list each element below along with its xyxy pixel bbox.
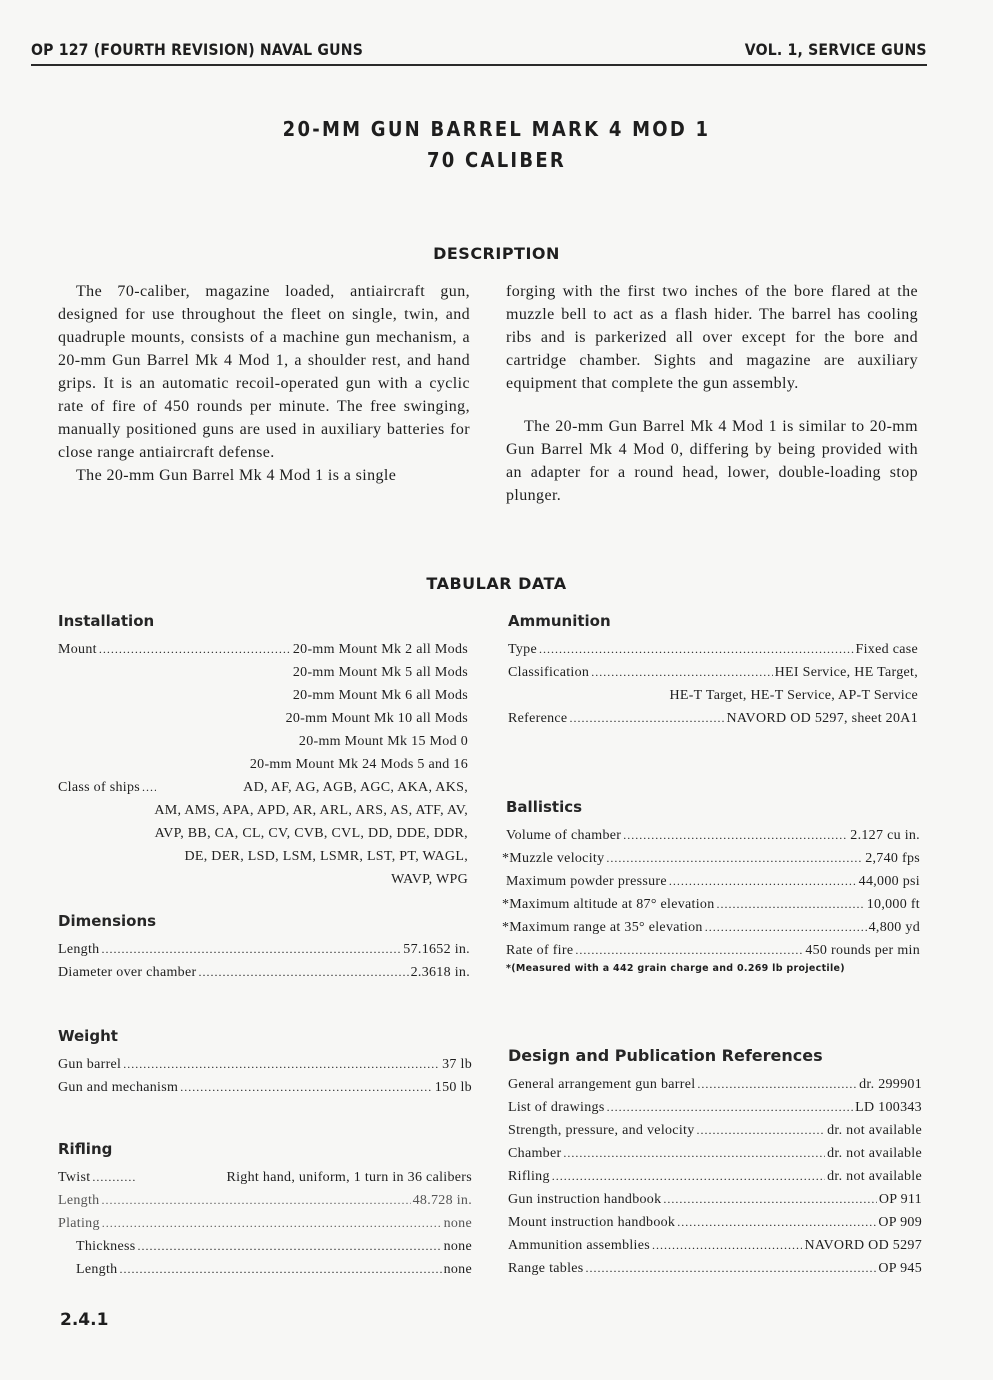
leader-dots bbox=[575, 939, 803, 962]
dimensions-section bbox=[58, 912, 470, 984]
leader-dots bbox=[539, 638, 854, 661]
ballistics-row: *Maximum range at 35° elevation ..... 4,800 yd bbox=[502, 916, 920, 939]
ammunition-row: Type ..... Fixed case bbox=[508, 638, 918, 661]
weight-section bbox=[58, 1027, 472, 1099]
ammunition-row: Classification ..... HEI Service, HE Target, bbox=[508, 661, 918, 684]
ballistics-row: *Muzzle velocity ..... 2,740 fps bbox=[502, 847, 920, 870]
description-heading: DESCRIPTION bbox=[433, 244, 560, 263]
leader-dots bbox=[717, 893, 865, 916]
leader-dots bbox=[669, 870, 857, 893]
rifling-heading: Rifling bbox=[58, 1140, 113, 1158]
reference-row: Strength, pressure, and velocity ..... dr. not available bbox=[508, 1119, 922, 1142]
ballistics-section bbox=[502, 798, 920, 976]
leader-dots bbox=[101, 938, 401, 961]
reference-row: Gun instruction handbook ..... OP 911 bbox=[508, 1188, 922, 1211]
leader-dots bbox=[123, 1053, 440, 1076]
ballistics-row: *Maximum altitude at 87° elevation ..... 10,000 ft bbox=[502, 893, 920, 916]
leader-dots bbox=[102, 1212, 442, 1235]
reference-row: List of drawings ..... LD 100343 bbox=[508, 1096, 922, 1119]
ship-class-line: AVP, BB, CA, CL, CV, CVB, CVL, DD, DDE, DDR, bbox=[154, 826, 468, 841]
ship-class-line: AM, AMS, APA, APD, AR, ARL, ARS, AS, ATF, AV, bbox=[154, 803, 468, 818]
mount-item: 20-mm Mount Mk 6 all Mods bbox=[292, 688, 468, 703]
description-paragraph: The 70-caliber, magazine loaded, antiaircraft gun, designed for use throughout the fleet on single, twin, and quadruple mounts, consists of a machine gun mechanism, a 20-mm Gun Barrel Mk 4 Mod 1, a shoulder rest, and hand grips. It is an automatic recoil-operated gun with a cyclic rate of fire of 450 rounds per minute. The free swinging, manually positioned guns are used in auxiliary batteries for close range antiaircraft defense. bbox=[58, 283, 470, 461]
leader-dots bbox=[92, 1166, 136, 1189]
ammunition-heading: Ammunition bbox=[508, 612, 611, 630]
ballistics-heading: Ballistics bbox=[506, 798, 583, 816]
ballistics-row: Rate of fire ..... 450 rounds per min bbox=[502, 939, 920, 962]
mount-item: 20-mm Mount Mk 10 all Mods bbox=[285, 711, 468, 726]
mount-row: Mount ..... 20-mm Mount Mk 2 all Mods bbox=[58, 638, 468, 661]
rifling-row: Twist ..... Right hand, uniform, 1 turn in 36 calibers bbox=[58, 1166, 472, 1189]
installation-section bbox=[58, 612, 468, 891]
leader-dots bbox=[663, 1188, 876, 1211]
references-section bbox=[508, 1046, 922, 1280]
description-right-column bbox=[506, 280, 918, 507]
description-paragraph: The 20-mm Gun Barrel Mk 4 Mod 1 is a single bbox=[76, 467, 397, 484]
leader-dots bbox=[591, 661, 772, 684]
leader-dots bbox=[563, 1142, 825, 1165]
leader-dots bbox=[606, 847, 863, 870]
reference-row: Range tables ..... OP 945 bbox=[508, 1257, 922, 1280]
rifling-row: Plating ..... none bbox=[58, 1212, 472, 1235]
title-line-1: 20-MM GUN BARREL MARK 4 MOD 1 bbox=[282, 117, 711, 141]
mount-item: 20-mm Mount Mk 5 all Mods bbox=[292, 665, 468, 680]
rifling-section bbox=[58, 1140, 472, 1281]
rifling-row: Length ..... none bbox=[58, 1258, 472, 1281]
leader-dots bbox=[119, 1258, 441, 1281]
tabular-data-heading: TABULAR DATA bbox=[426, 574, 567, 593]
rifling-row: Length ..... 48.728 in. bbox=[58, 1189, 472, 1212]
leader-dots bbox=[623, 824, 848, 847]
running-header bbox=[31, 40, 927, 66]
leader-dots bbox=[137, 1235, 441, 1258]
class-of-ships-row: Class of ships ..... AD, AF, AG, AGB, AGC, AKA, AKS, bbox=[58, 776, 468, 799]
leader-dots bbox=[180, 1076, 433, 1099]
ballistics-footnote: *(Measured with a 442 grain charge and 0.269 lb projectile) bbox=[506, 963, 845, 974]
weight-row: Gun barrel ..... 37 lb bbox=[58, 1053, 472, 1076]
leader-dots bbox=[552, 1165, 825, 1188]
reference-row: Ammunition assemblies ..... NAVORD OD 5297 bbox=[508, 1234, 922, 1257]
leader-dots bbox=[607, 1096, 854, 1119]
leader-dots bbox=[101, 1189, 410, 1212]
leader-dots bbox=[697, 1073, 857, 1096]
reference-row: Chamber ..... dr. not available bbox=[508, 1142, 922, 1165]
leader-dots bbox=[677, 1211, 876, 1234]
mount-item: 20-mm Mount Mk 24 Mods 5 and 16 bbox=[249, 757, 468, 772]
ammunition-row-continuation: HE-T Target, HE-T Service, AP-T Service bbox=[669, 688, 918, 703]
reference-row: Rifling ..... dr. not available bbox=[508, 1165, 922, 1188]
header-publication: OP 127 (FOURTH REVISION) NAVAL GUNS bbox=[31, 40, 364, 59]
leader-dots bbox=[99, 638, 291, 661]
ballistics-row: Maximum powder pressure ..... 44,000 psi bbox=[502, 870, 920, 893]
ship-class-line: DE, DER, LSD, LSM, LSMR, LST, PT, WAGL, bbox=[184, 849, 468, 864]
dimensions-heading: Dimensions bbox=[58, 912, 157, 930]
header-volume: VOL. 1, SERVICE GUNS bbox=[745, 40, 927, 59]
description-left-column bbox=[58, 280, 470, 487]
dimension-row: Length ..... 57.1652 in. bbox=[58, 938, 470, 961]
reference-row: General arrangement gun barrel ..... dr. 299901 bbox=[508, 1073, 922, 1096]
weight-heading: Weight bbox=[58, 1027, 118, 1045]
ammunition-row: Reference ..... NAVORD OD 5297, sheet 20A1 bbox=[508, 707, 918, 730]
leader-dots bbox=[652, 1234, 802, 1257]
references-heading: Design and Publication References bbox=[508, 1046, 823, 1065]
rifling-row: Thickness ..... none bbox=[58, 1235, 472, 1258]
dimension-row: Diameter over chamber ..... 2.3618 in. bbox=[58, 961, 470, 984]
ballistics-row: Volume of chamber ..... 2.127 cu in. bbox=[502, 824, 920, 847]
weight-row: Gun and mechanism ..... 150 lb bbox=[58, 1076, 472, 1099]
page-number: 2.4.1 bbox=[60, 1310, 109, 1330]
ammunition-section bbox=[508, 612, 918, 730]
ship-class-line: WAVP, WPG bbox=[391, 872, 468, 887]
description-paragraph: forging with the first two inches of the bore flared at the muzzle bell to act as a flash hider. The barrel has cooling ribs and is parkerized all over except for the bore and cartridge chamber. Sights and magazine are auxiliary equipment that complete the gun assembly. bbox=[506, 283, 918, 392]
title-line-2: 70 CALIBER bbox=[426, 148, 566, 172]
page-title bbox=[0, 114, 993, 176]
reference-row: Mount instruction handbook ..... OP 909 bbox=[508, 1211, 922, 1234]
leader-dots bbox=[198, 961, 408, 984]
description-paragraph: The 20-mm Gun Barrel Mk 4 Mod 1 is similar to 20-mm Gun Barrel Mk 4 Mod 0, differing by being provided with an adapter for a round head, lower, double-loading stop plunger. bbox=[506, 418, 918, 504]
leader-dots bbox=[697, 1119, 826, 1142]
leader-dots bbox=[142, 776, 156, 799]
leader-dots bbox=[569, 707, 724, 730]
mount-item: 20-mm Mount Mk 15 Mod 0 bbox=[298, 734, 468, 749]
leader-dots bbox=[705, 916, 867, 939]
installation-heading: Installation bbox=[58, 612, 155, 630]
leader-dots bbox=[586, 1257, 877, 1280]
